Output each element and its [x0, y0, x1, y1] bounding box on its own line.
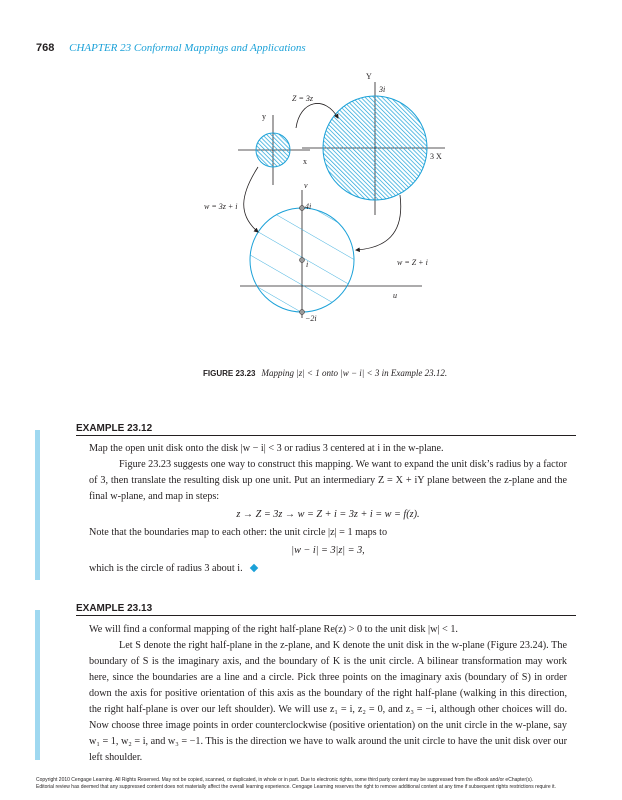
ex2-p1: We will find a conformal mapping of the right half-plane Re(z) > 0 to the unit disk |w| < 1. [89, 624, 458, 635]
ex1-eq2: |w − i| = 3|z| = 3, [291, 545, 365, 556]
label-map-total: w = 3z + i [204, 202, 238, 211]
label-map1: Z = 3z [292, 94, 313, 103]
label-Y: Y [366, 72, 372, 81]
example-23-13-title: EXAMPLE 23.13 [76, 603, 153, 614]
label-4i: 4i [305, 202, 312, 211]
example-23-13-body [89, 622, 567, 766]
example-23-12-rule [76, 435, 576, 436]
ex2-p2: Let S denote the right half-plane in the z-plane, and K denote the unit disk in the w-plane (Figure 23.24). The boundary of S is the imaginary axis, and the boundary of K is the unit circle. A bilinear transformation may work here, since the boundaries are a line and a circle. Pick three points on the imaginary axis (boundary of S) in order down the axis for positive orientation of this axis as the boundary of the right half-plane (walking in this direction, the right half-plane is over our left shoulder). We will use z₁ = i, z₂ = 0, and z₃ = −i, although other choices will do. Now choose three image points in order counterclockwise (positive orientation) on the unit circle in the w-plane, say w₁ = 1, w₂ = i, and w₃ = −1. This is the direction we have to walk around the unit circle to have the unit disk over our left shoulder. [89, 640, 567, 763]
page-number: 768 [36, 42, 55, 54]
example-23-12-sidebar [35, 430, 40, 580]
label-3X: 3 X [430, 152, 442, 161]
label-y: y [262, 112, 266, 121]
ex1-p1: Map the open unit disk onto the disk |w − i| < 3 or radius 3 centered at i in the w-plane. [89, 443, 444, 454]
caption-text: Mapping |z| < 1 onto |w − i| < 3 in Example 23.12. [261, 368, 448, 378]
arrow-total [244, 167, 258, 232]
unit-disk [256, 133, 290, 167]
label-v: v [304, 181, 308, 190]
point-i [300, 258, 305, 263]
scaled-disk [323, 96, 427, 200]
ex1-p4: which is the circle of radius 3 about i. [89, 563, 243, 574]
end-of-example-icon [249, 564, 257, 572]
example-23-12-body [89, 441, 567, 577]
label-u: u [393, 291, 397, 300]
footer-line-1: Copyright 2010 Cengage Learning. All Rights Reserved. May not be copied, scanned, or duplicated, in whole or in part. Due to electronic rights, some third party content may be suppressed from the eBook and/or eChapter(s). [36, 777, 534, 783]
ex1-eq1: z → Z = 3z → w = Z + i = 3z + i = w = f(z). [236, 509, 420, 520]
copyright-footer [36, 777, 596, 791]
figure-diagram [0, 0, 622, 360]
ex1-p2: Figure 23.23 suggests one way to construct this mapping. We want to expand the unit disk’s radius by a factor of 3, then translate the resulting disk up one unit. Put an intermediary Z = X + iY plane between the z-plane and the final w-plane, and map in steps: [89, 459, 568, 502]
w-plane [240, 181, 422, 323]
label-3i-top: 3i [379, 85, 386, 94]
label-i: i [306, 260, 309, 269]
point-4i [300, 206, 305, 211]
caption-label: FIGURE 23.23 [203, 369, 256, 378]
label-x: x [303, 157, 307, 166]
z-plane [238, 112, 310, 185]
label-neg2i: −2i [305, 314, 317, 323]
footer-line-2: Editorial review has deemed that any suppressed content does not materially affect the overall learning experience. Cengage Learning reserves the right to remove additional content at any time if subsequent rights restrictions require it. [36, 784, 556, 790]
example-23-13-rule [76, 615, 576, 616]
Z-plane [302, 72, 445, 215]
ex1-p4-wrap [89, 561, 567, 577]
chapter-title: CHAPTER 23 Conformal Mappings and Applications [69, 42, 306, 54]
label-map2: w = Z + i [397, 258, 428, 267]
point-neg2i [300, 310, 305, 315]
example-23-13-sidebar [35, 610, 40, 760]
arrow-translate [356, 195, 401, 250]
figure-caption [203, 366, 453, 381]
ex1-p3: Note that the boundaries map to each other: the unit circle |z| = 1 maps to [89, 527, 388, 538]
example-23-12-title: EXAMPLE 23.12 [76, 423, 153, 434]
